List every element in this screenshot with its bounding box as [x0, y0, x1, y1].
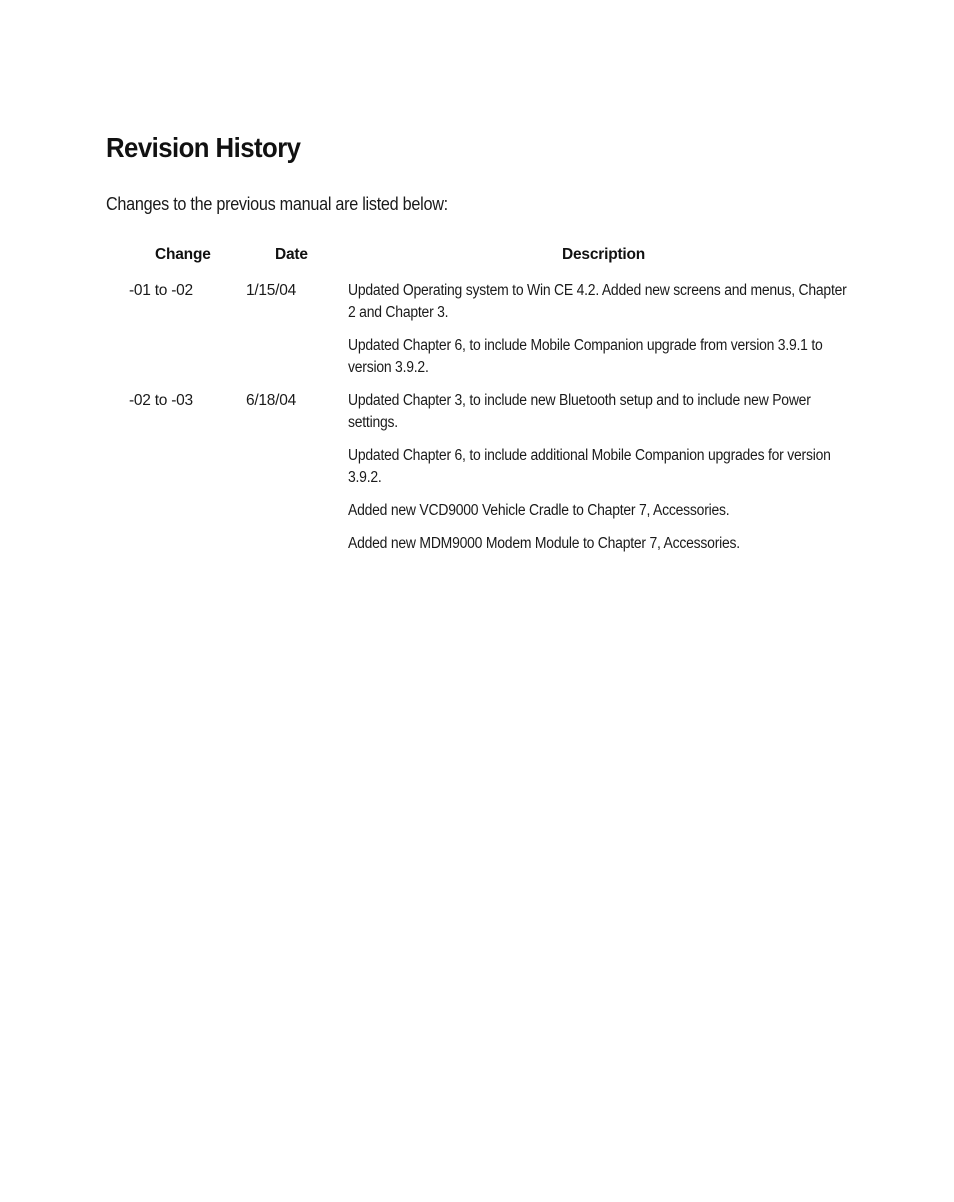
row-1-description-1: Updated Operating system to Win CE 4.2. Added new screens and menus, Chapter 2 and Chapter 3.	[348, 282, 847, 321]
header-change: Change	[155, 246, 211, 263]
row-1-description-2: Updated Chapter 6, to include Mobile Companion upgrade from version 3.9.1 to version 3.9.2.	[348, 337, 823, 376]
page-title: Revision History	[106, 132, 301, 163]
row-1-date: 1/15/04	[246, 282, 296, 299]
row-1-change: -01 to -02	[129, 282, 193, 299]
row-2-change: -02 to -03	[129, 392, 193, 409]
row-2-description-2: Updated Chapter 6, to include additional Mobile Companion upgrades for version 3.9.2.	[348, 447, 831, 486]
row-2-description-1: Updated Chapter 3, to include new Bluetooth setup and to include new Power settings.	[348, 392, 811, 431]
row-2-description-3: Added new VCD9000 Vehicle Cradle to Chapter 7, Accessories.	[348, 502, 730, 519]
intro-text: Changes to the previous manual are listed below:	[106, 194, 448, 214]
row-2-description-4: Added new MDM9000 Modem Module to Chapter 7, Accessories.	[348, 535, 740, 552]
row-2-date: 6/18/04	[246, 392, 296, 409]
header-date: Date	[275, 246, 308, 263]
header-description: Description	[562, 246, 646, 263]
